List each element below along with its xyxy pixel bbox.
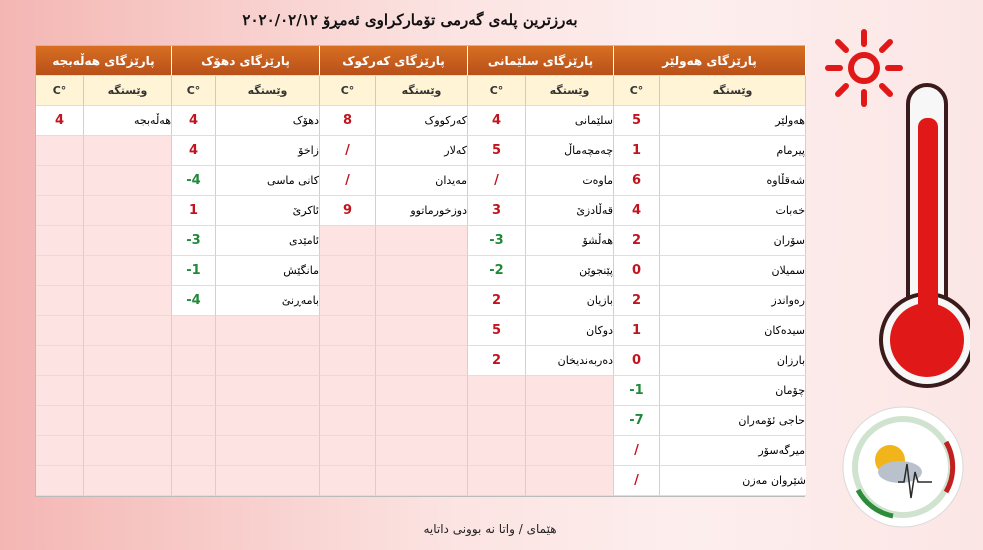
temperature-value: -3: [172, 226, 216, 256]
station-name: زاخۆ: [216, 136, 320, 166]
station-name: کەلار: [376, 136, 468, 166]
station-name: شێروان مەزن: [660, 466, 806, 496]
station-name: ئامێدی: [216, 226, 320, 256]
station-name: [216, 406, 320, 436]
temperature-value: -2: [468, 256, 526, 286]
temperature-value: 2: [614, 226, 660, 256]
station-name: دوزخورماتوو: [376, 196, 468, 226]
station-name: [376, 346, 468, 376]
temperature-value: [172, 316, 216, 346]
station-name: سمیلان: [660, 256, 806, 286]
province-header: پارێزگای هەڵەبجە: [36, 46, 172, 76]
temperature-value: -4: [172, 166, 216, 196]
temperature-value: [36, 346, 84, 376]
station-name: کانی ماسی: [216, 166, 320, 196]
temperature-value: [468, 466, 526, 496]
temperature-value: [36, 226, 84, 256]
station-name: [84, 286, 172, 316]
unit-header: °C: [172, 76, 216, 106]
temperature-value: [320, 346, 376, 376]
temperature-value: 5: [614, 106, 660, 136]
temperature-value: /: [468, 166, 526, 196]
station-name: [376, 286, 468, 316]
station-name: [84, 166, 172, 196]
station-name: مەیدان: [376, 166, 468, 196]
station-name: سیدەکان: [660, 316, 806, 346]
page-title: بەرزترین پلەی گەرمی تۆمارکراوی ئەمڕۆ ٢٠٢٠/٠٢/١٢: [242, 11, 578, 29]
temperature-value: 4: [172, 106, 216, 136]
temperature-value: 5: [468, 316, 526, 346]
temperature-value: [320, 376, 376, 406]
station-name: [526, 466, 614, 496]
station-name: سۆران: [660, 226, 806, 256]
station-name: میرگەسۆر: [660, 436, 806, 466]
station-name: [216, 346, 320, 376]
station-name: [84, 376, 172, 406]
temperature-value: [36, 136, 84, 166]
station-name: [216, 316, 320, 346]
station-name: [84, 466, 172, 496]
temperature-value: [36, 196, 84, 226]
temperature-value: [320, 436, 376, 466]
station-name: سلێمانی: [526, 106, 614, 136]
station-name: [526, 406, 614, 436]
temperature-value: [172, 406, 216, 436]
province-header: پارێزگای دهۆک: [172, 46, 320, 76]
temperature-value: 3: [468, 196, 526, 226]
temperature-value: -3: [468, 226, 526, 256]
temperature-value: [172, 376, 216, 406]
station-name: [84, 136, 172, 166]
temperature-value: 1: [172, 196, 216, 226]
temperature-value: 8: [320, 106, 376, 136]
station-name: خەبات: [660, 196, 806, 226]
province-header: پارێزگای کەرکوک: [320, 46, 468, 76]
station-name: [84, 436, 172, 466]
temperature-value: -4: [172, 286, 216, 316]
meteorology-logo: [838, 402, 968, 532]
temperature-value: [36, 316, 84, 346]
temperature-value: [320, 466, 376, 496]
temperature-value: [36, 466, 84, 496]
temperature-value: [320, 256, 376, 286]
station-name: دهۆک: [216, 106, 320, 136]
temperature-table: [35, 45, 805, 497]
station-name: رەواندز: [660, 286, 806, 316]
station-name: [376, 466, 468, 496]
temperature-value: -1: [172, 256, 216, 286]
temperature-value: [36, 406, 84, 436]
temperature-value: 9: [320, 196, 376, 226]
station-name: [216, 436, 320, 466]
temperature-value: [320, 226, 376, 256]
station-name: قەڵادزێ: [526, 196, 614, 226]
temperature-value: /: [614, 466, 660, 496]
temperature-value: [320, 286, 376, 316]
unit-header: °C: [614, 76, 660, 106]
unit-header: °C: [468, 76, 526, 106]
station-name: مانگێش: [216, 256, 320, 286]
station-name: [84, 256, 172, 286]
station-header: وێستگە: [84, 76, 172, 106]
temperature-value: 4: [36, 106, 84, 136]
station-name: [376, 226, 468, 256]
station-name: [84, 196, 172, 226]
temperature-value: [172, 466, 216, 496]
station-name: [526, 436, 614, 466]
temperature-value: 6: [614, 166, 660, 196]
temperature-value: -1: [614, 376, 660, 406]
station-name: کەرکووک: [376, 106, 468, 136]
temperature-value: [36, 436, 84, 466]
temperature-value: [172, 436, 216, 466]
station-name: [84, 346, 172, 376]
no-data-note: هێمای / واتا نە بوونی داتایە: [423, 522, 557, 536]
temperature-value: /: [320, 136, 376, 166]
temperature-value: 4: [468, 106, 526, 136]
station-name: [376, 406, 468, 436]
temperature-value: [320, 316, 376, 346]
temperature-value: /: [614, 436, 660, 466]
station-header: وێستگە: [376, 76, 468, 106]
station-name: ئاکرێ: [216, 196, 320, 226]
unit-header: °C: [36, 76, 84, 106]
station-name: [376, 436, 468, 466]
station-name: [526, 376, 614, 406]
temperature-value: 4: [614, 196, 660, 226]
station-name: هەڵشۆ: [526, 226, 614, 256]
thermometer-illustration: [820, 10, 970, 400]
temperature-value: [36, 256, 84, 286]
temperature-value: [468, 436, 526, 466]
station-name: چەمچەماڵ: [526, 136, 614, 166]
temperature-value: [36, 376, 84, 406]
station-name: [84, 226, 172, 256]
station-name: چۆمان: [660, 376, 806, 406]
province-header: پارێزگای هەولێر: [614, 46, 806, 76]
station-name: دەربەندیخان: [526, 346, 614, 376]
station-name: [216, 466, 320, 496]
station-name: [84, 406, 172, 436]
temperature-value: 2: [614, 286, 660, 316]
temperature-value: [36, 286, 84, 316]
temperature-value: [172, 346, 216, 376]
station-header: وێستگە: [526, 76, 614, 106]
station-name: [376, 256, 468, 286]
temperature-value: 1: [614, 136, 660, 166]
station-name: ماوەت: [526, 166, 614, 196]
station-name: پیرمام: [660, 136, 806, 166]
temperature-value: [36, 166, 84, 196]
temperature-value: -7: [614, 406, 660, 436]
temperature-value: 0: [614, 256, 660, 286]
station-header: وێستگە: [660, 76, 806, 106]
temperature-value: 1: [614, 316, 660, 346]
thermometer-icon: [881, 85, 970, 386]
station-name: حاجی ئۆمەران: [660, 406, 806, 436]
station-name: [84, 316, 172, 346]
station-name: هەڵەبجە: [84, 106, 172, 136]
temperature-value: 0: [614, 346, 660, 376]
station-name: [216, 376, 320, 406]
temperature-value: 5: [468, 136, 526, 166]
temperature-value: /: [320, 166, 376, 196]
station-name: پێنجوێن: [526, 256, 614, 286]
station-name: بازیان: [526, 286, 614, 316]
station-header: وێستگە: [216, 76, 320, 106]
station-name: [376, 316, 468, 346]
temperature-value: [468, 376, 526, 406]
temperature-value: [320, 406, 376, 436]
unit-header: °C: [320, 76, 376, 106]
temperature-value: 2: [468, 346, 526, 376]
station-name: دوکان: [526, 316, 614, 346]
station-name: بامەڕنێ: [216, 286, 320, 316]
temperature-value: 4: [172, 136, 216, 166]
station-name: هەولێر: [660, 106, 806, 136]
temperature-value: [468, 406, 526, 436]
station-name: بارزان: [660, 346, 806, 376]
province-header: پارێزگای سلێمانی: [468, 46, 614, 76]
temperature-value: 2: [468, 286, 526, 316]
sun-icon: [828, 32, 900, 104]
station-name: شەقڵاوە: [660, 166, 806, 196]
station-name: [376, 376, 468, 406]
